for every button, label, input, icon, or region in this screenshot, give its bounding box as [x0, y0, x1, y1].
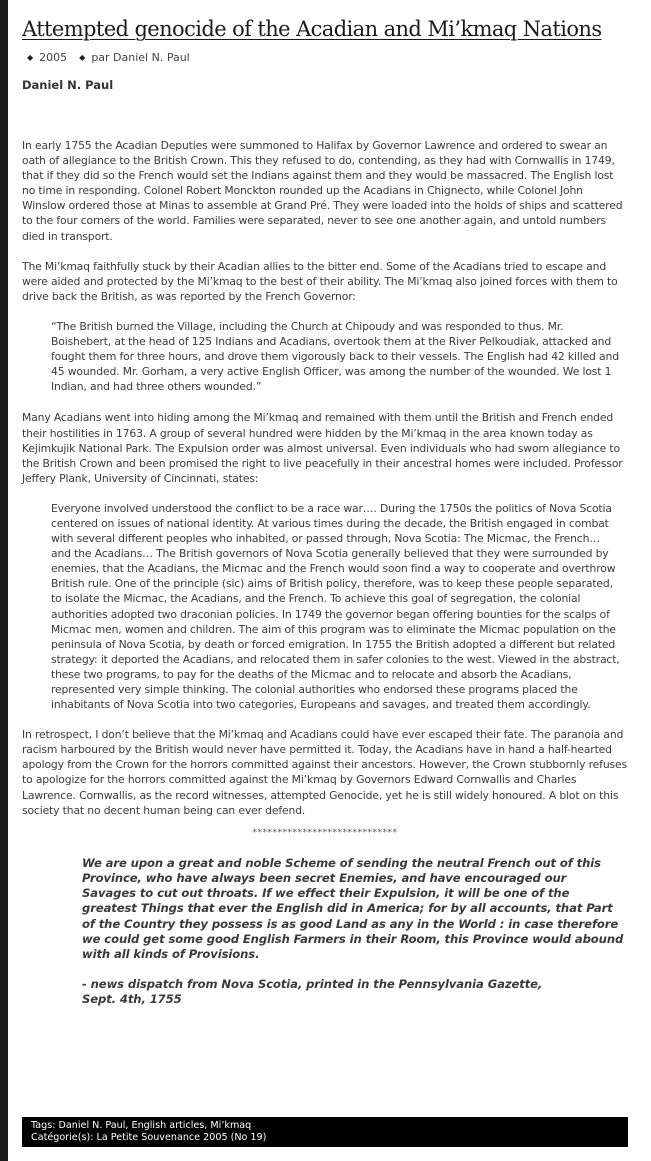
category-label: Catégorie(s): [31, 1132, 97, 1143]
gazette-source [82, 977, 624, 1007]
gazette-source-line: Sept. 4th, 1755 [82, 992, 182, 1007]
article [22, 14, 628, 1008]
article-meta [27, 50, 628, 66]
tags-row [31, 1120, 619, 1132]
article-year: 2005 [39, 51, 68, 64]
diamond-bullet-icon: ◆ [79, 53, 86, 62]
author-name: Daniel N. Paul [22, 78, 114, 92]
left-edge-bar [0, 0, 8, 1161]
quote-text: Everyone involved understood the conflict to be a race war…. During the 1750s the politics of Nova Scotia centered on issues of national identity. At various times during the decade, the British engaged in combat with several different peoples who inhabited, or passed through, Nova Scotia: The Micmac, the French… and the Acadians… The British governors of Nova Scotia generally believed that they were surrounded by enemies, that the Acadians, the Micmac and the French would soon find a way to cooperate and overthrow British rule. One of the principle (sic) aims of British policy, therefore, was to keep these people separated, to isolate the Micmac, the Acadians, and the French. To achieve this goal of segregation, the colonial authorities adopted two draconian policies. In 1749 the governor began offering bounties for the scalps of Micmac men, women and children. The aim of this program was to eliminate the Micmac population on the peninsula of Nova Scotia, by death or forced emigration. In 1755 the British adopted a different but related strategy: it deported the Acadians, and relocated them in safer colonies to the west. Viewed in the abstract, these two programs, to pay for the deaths of the Micmac and to relocate and absorb the Acadians, represented very simple thinking. The colonial authorities who endorsed these programs placed the inhabitants of Nova Scotia into two categories, Europeans and savages, and treated them accordingly. [51, 501, 620, 712]
gazette-quote-text: We are upon a great and noble Scheme of sending the neutral French out of this Province, who have always been secret Enemies, and have encouraged our Savages to cut out throats. If we effect their Expulsion, it will be one of the greatest Things that ever the English did in America; for by all accounts, that Part of the Country they possess is as good Land as any in the World : in case therefore we could get some good English Farmers in their Room, this Province would abound with all kinds of Provisions. [82, 855, 624, 961]
paragraph: The Mi’kmaq faithfully stuck by their Acadian allies to the bitter end. Some of the Acadians tried to escape and were aided and protected by the Mi’kmaq to the best of their ability. The Mi’kmaq also joined forces with them to drive back the British, as was reported by the French Governor: [22, 259, 618, 303]
article-title[interactable]: Attempted genocide of the Acadian and Mi’kmaq Nations [22, 17, 602, 41]
quote-text: “The British burned the Village, including the Church at Chipoudy and was responded to thus. Mr. Boishebert, at the head of 125 Indians and Acadians, overtook them at the River Pelkoudiak, attacked and fought them for three hours, and drove them vigorously back to their vessels. The English had 42 killed and 45 wounded. Mr. Gorham, a very active English Officer, was among the number of the wounded. We lost 1 Indian, and had three others wounded.” [51, 319, 619, 394]
gazette-quote [82, 856, 624, 1008]
paragraph: In early 1755 the Acadian Deputies were summoned to Halifax by Governor Lawrence and ordered to swear an oath of allegiance to the British Crown. This they refused to do, contending, as they had with Cornwallis in 1749, that if they did so the French would set the Indians against them and they would be massacred. The English lost no time in responding. Colonel Robert Monckton rounded up the Acadians in Chignecto, while Colonel John Winslow ordered those at Minas to assemble at Grand Pré. They were loaded into the holds of ships and scattered to the four corners of the world. Families were separated, never to see one another again, and untold numbers died in transport. [22, 139, 623, 243]
plank-quote [51, 501, 622, 712]
category-row [31, 1132, 619, 1144]
separator: ***************************** [252, 827, 398, 838]
tags-links[interactable]: Daniel N. Paul, English articles, Mi’kmaq [58, 1120, 252, 1131]
article-byline: par Daniel N. Paul [91, 51, 190, 64]
paragraph: In retrospect, I don’t believe that the Mi’kmaq and Acadians could have ever escaped their fate. The paranoia and racism harboured by the British would never have permitted it. Today, the Acadians have in hand a half-hearted apology from the Crown for the horrors committed against their ancestors. However, the Crown stubbornly refuses to apologize for the horrors committed against the Mi’kmaq by Governors Edward Cornwallis and Charles Lawrence. Cornwallis, as the record witnesses, attempted Genocide, yet he is still widely honoured. A blot on this society that no decent human being can ever defend. [22, 728, 627, 817]
tags-label: Tags: [31, 1120, 59, 1131]
category-link[interactable]: La Petite Souvenance 2005 (No 19) [96, 1132, 267, 1143]
paragraph: Many Acadians went into hiding among the Mi’kmaq and remained with them until the British and French ended their hostilities in 1763. A group of several hundred were hidden by the Mi’kmaq in the area known today as Kejimkujik National Park. The Expulsion order was almost universal. Even individuals who had sworn allegiance to the British Crown and been promised the right to live peacefully in their ancestral homes were included. Professor Jeffery Plank, University of Cincinnati, states: [22, 411, 623, 485]
article-footer [22, 1117, 628, 1147]
diamond-bullet-icon: ◆ [27, 53, 34, 62]
french-governor-quote [51, 319, 622, 394]
gazette-source-line: - news dispatch from Nova Scotia, printed in the Pennsylvania Gazette, [82, 977, 543, 992]
